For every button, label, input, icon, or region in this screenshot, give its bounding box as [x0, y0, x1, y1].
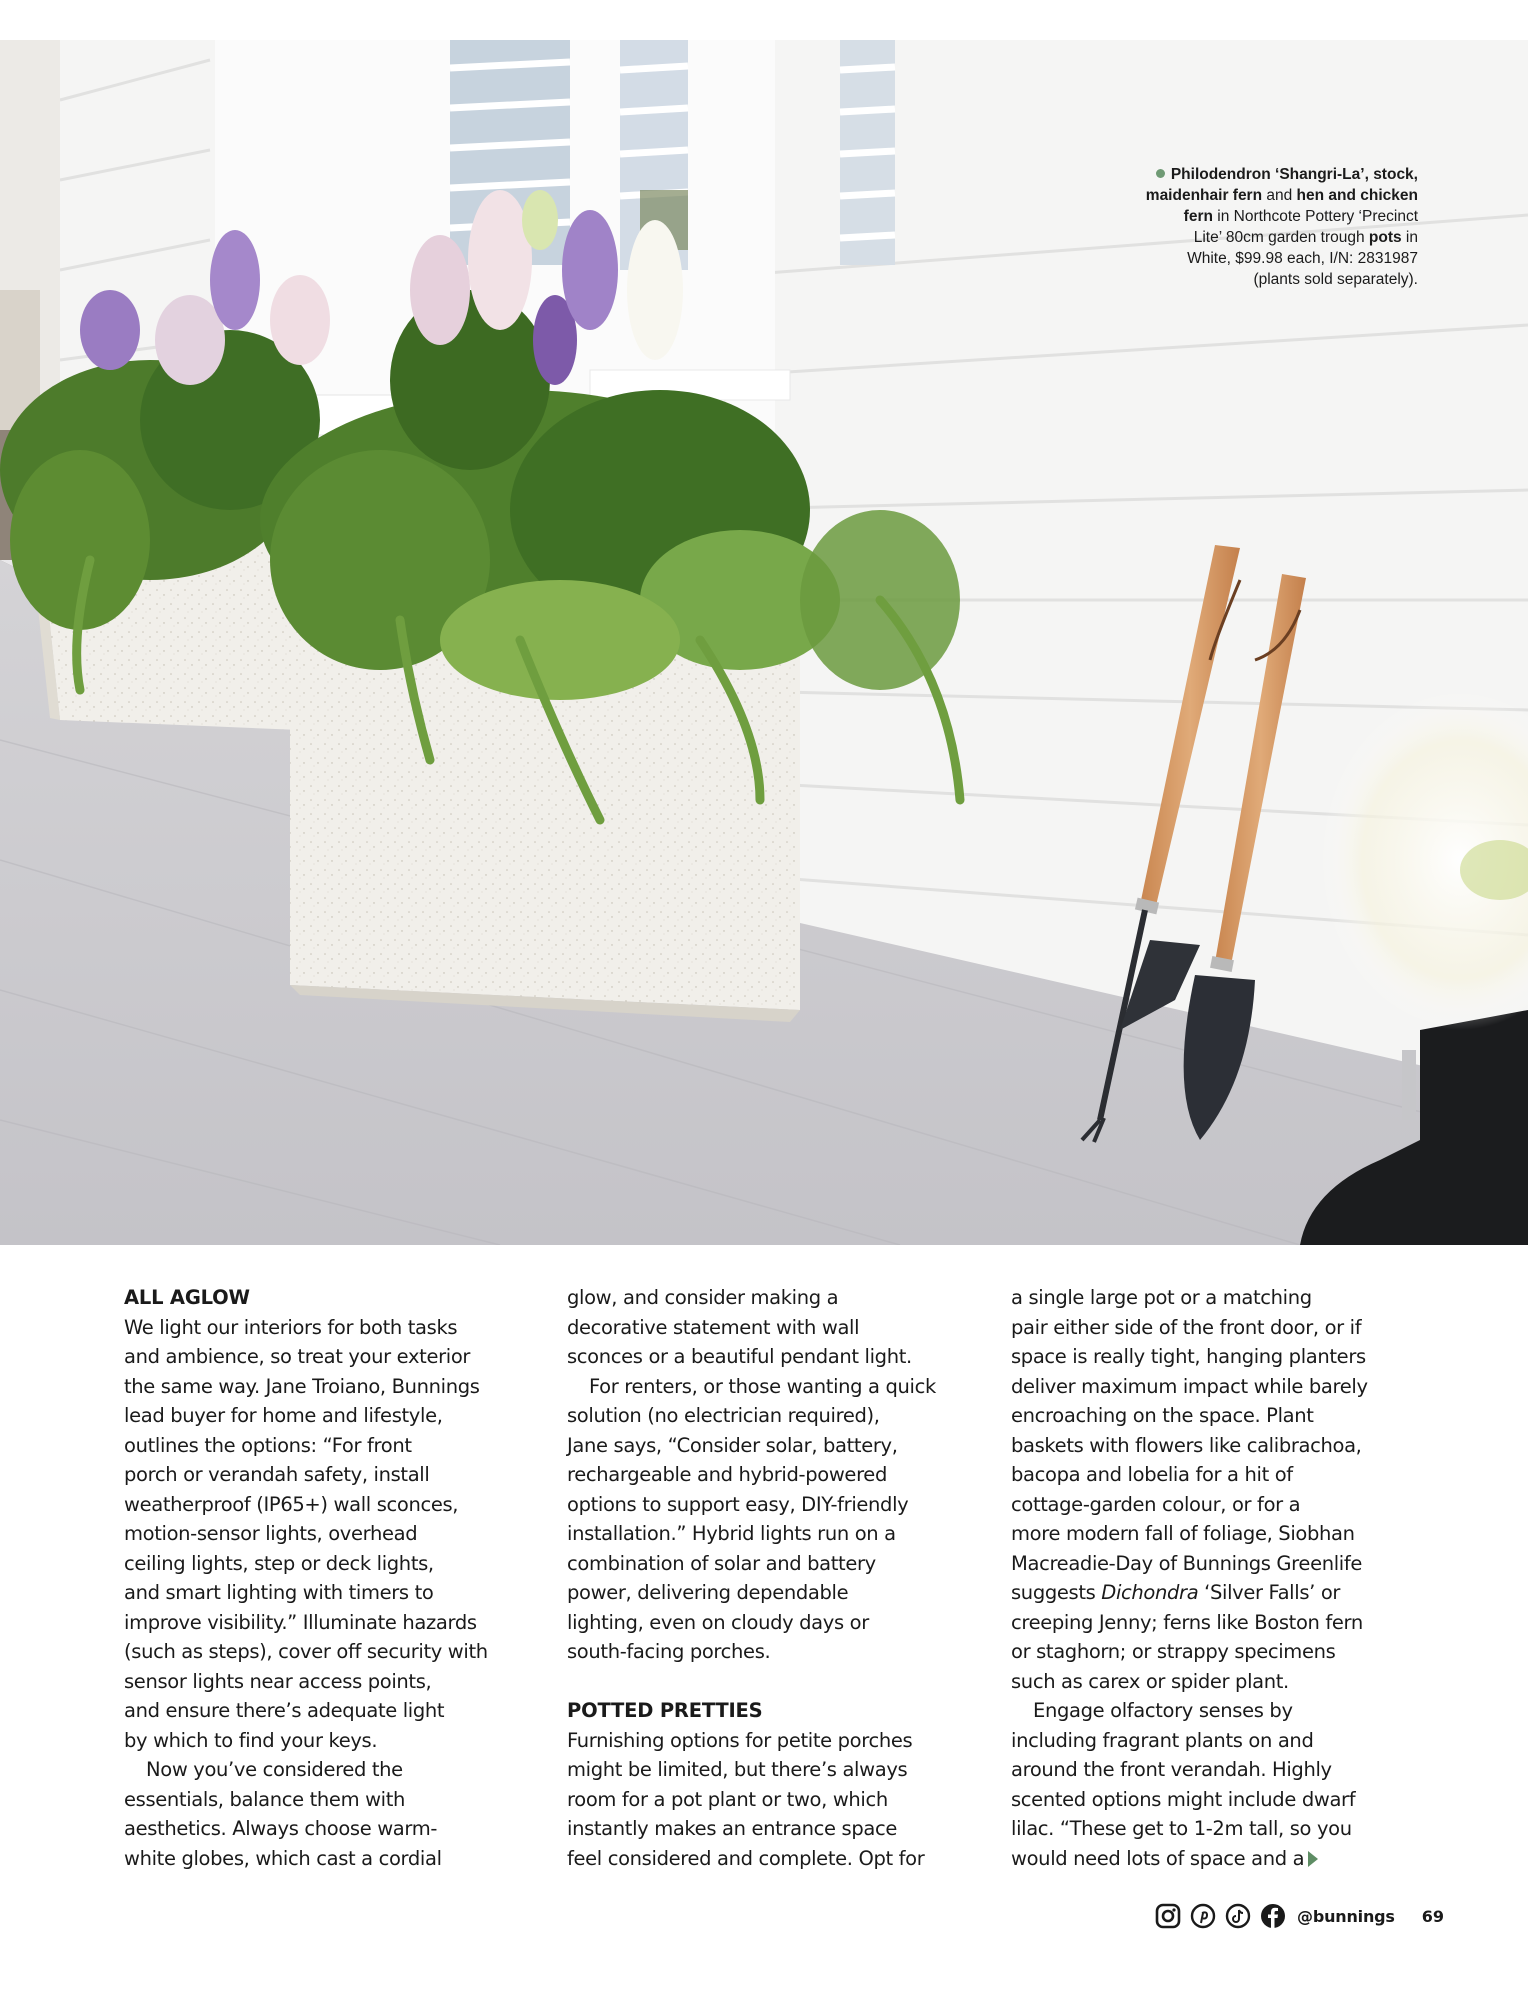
- section-heading: ALL AGLOW: [124, 1286, 250, 1309]
- body-text-line: white globes, which cast a cordial: [124, 1846, 442, 1870]
- body-text-line: or staghorn; or strappy specimens: [1011, 1640, 1336, 1663]
- body-text-line: around the front verandah. Highly: [1011, 1758, 1332, 1781]
- body-text-line: decorative statement with wall: [567, 1315, 860, 1339]
- body-text-line: We light our interiors for both tasks: [124, 1315, 458, 1339]
- body-text-line: lead buyer for home and lifestyle,: [124, 1404, 443, 1427]
- body-text-line: and ensure there’s adequate light: [124, 1699, 445, 1722]
- instagram-icon[interactable]: [1155, 1903, 1181, 1929]
- body-text-line: pair either side of the front door, or if: [1011, 1315, 1362, 1339]
- body-text-line: For renters, or those wanting a quick: [589, 1374, 936, 1398]
- body-text-line: ceiling lights, step or deck lights,: [124, 1551, 434, 1575]
- caption-bullet-icon: [1156, 169, 1165, 178]
- body-text-line: sconces or a beautiful pendant light.: [567, 1345, 912, 1368]
- body-text-line: and smart lighting with timers to: [124, 1581, 434, 1604]
- body-text-line: suggests Dichondra ‘Silver Falls’ or: [1011, 1581, 1341, 1604]
- tiktok-icon[interactable]: [1225, 1903, 1251, 1929]
- body-text-line: installation.” Hybrid lights run on a: [567, 1522, 896, 1545]
- section-heading: POTTED PRETTIES: [567, 1699, 763, 1722]
- body-text-line: scented options might include dwarf: [1011, 1787, 1356, 1811]
- body-text-line: aesthetics. Always choose warm-: [124, 1817, 438, 1840]
- plant-name-italic: Dichondra: [1101, 1581, 1199, 1604]
- body-text-line: space is really tight, hanging planters: [1011, 1345, 1366, 1368]
- body-text-line: deliver maximum impact while barely: [1011, 1374, 1368, 1398]
- caption-line: (plants sold separately).: [1253, 271, 1418, 288]
- body-text-line: the same way. Jane Troiano, Bunnings: [124, 1374, 480, 1398]
- pinterest-icon[interactable]: [1190, 1903, 1216, 1929]
- body-text-line: instantly makes an entrance space: [567, 1817, 897, 1840]
- caption-line: Lite’ 80cm garden trough pots in: [1193, 229, 1418, 246]
- body-text-line: porch or verandah safety, install: [124, 1463, 430, 1486]
- facebook-icon[interactable]: [1260, 1903, 1286, 1929]
- caption-line: maidenhair fern and hen and chicken: [1145, 187, 1418, 204]
- body-text-line: Macreadie-Day of Bunnings Greenlife: [1011, 1551, 1363, 1575]
- body-text-line: options to support easy, DIY-friendly: [567, 1492, 909, 1516]
- hero-photo: [0, 40, 1528, 1245]
- caption-line: White, $99.98 each, I/N: 2831987: [1187, 250, 1418, 267]
- body-text-line: might be limited, but there’s always: [567, 1758, 908, 1781]
- page-footer: [1155, 1898, 1444, 1934]
- body-text-line: Now you’ve considered the: [146, 1758, 403, 1781]
- page-number: 69: [1421, 1906, 1444, 1926]
- body-text-line: power, delivering dependable: [567, 1581, 849, 1604]
- body-text-line: essentials, balance them with: [124, 1787, 406, 1811]
- body-text-line: a single large pot or a matching: [1011, 1286, 1312, 1309]
- body-text-line: motion-sensor lights, overhead: [124, 1522, 418, 1545]
- body-text-line: Engage olfactory senses by: [1033, 1699, 1293, 1722]
- body-text-line: bacopa and lobelia for a hit of: [1011, 1463, 1293, 1486]
- photo-caption: [1088, 164, 1418, 290]
- body-text-line: combination of solar and battery: [567, 1551, 876, 1575]
- body-text-line: including fragrant plants on and: [1011, 1728, 1314, 1752]
- article-column-3: [1011, 1283, 1431, 1873]
- social-handle[interactable]: @bunnings: [1297, 1906, 1395, 1926]
- caption-line: fern in Northcote Pottery ‘Precinct: [1183, 208, 1418, 225]
- body-text-line: such as carex or spider plant.: [1011, 1669, 1289, 1693]
- body-text-line: lilac. “These get to 1-2m tall, so you: [1011, 1817, 1352, 1840]
- body-text-line: baskets with flowers like calibrachoa,: [1011, 1433, 1362, 1457]
- body-text-line: would need lots of space and a: [1011, 1844, 1431, 1874]
- body-text-line: south-facing porches.: [567, 1640, 771, 1663]
- body-text-line: feel considered and complete. Opt for: [567, 1846, 925, 1870]
- body-text-line: encroaching on the space. Plant: [1011, 1404, 1314, 1427]
- body-text-line: cottage-garden colour, or for a: [1011, 1492, 1301, 1516]
- body-text-line: more modern fall of foliage, Siobhan: [1011, 1522, 1355, 1545]
- body-text-line: room for a pot plant or two, which: [567, 1787, 888, 1811]
- body-text-line: improve visibility.” Illuminate hazards: [124, 1610, 477, 1634]
- section-spacer: [567, 1667, 987, 1697]
- body-text-line: rechargeable and hybrid-powered: [567, 1463, 887, 1486]
- body-text-line: lighting, even on cloudy days or: [567, 1610, 869, 1634]
- body-text-line: solution (no electrician required),: [567, 1404, 880, 1427]
- body-text-line: glow, and consider making a: [567, 1286, 839, 1309]
- continue-arrow-icon: [1308, 1851, 1318, 1867]
- body-text-line: Furnishing options for petite porches: [567, 1728, 913, 1752]
- body-text-line: and ambience, so treat your exterior: [124, 1345, 471, 1368]
- body-text-line: by which to find your keys.: [124, 1728, 378, 1752]
- article-column-1: [124, 1283, 544, 1873]
- body-text-line: (such as steps), cover off security with: [124, 1640, 488, 1663]
- body-text-line: weatherproof (IP65+) wall sconces,: [124, 1492, 459, 1516]
- article-column-2: [567, 1283, 987, 1873]
- body-text-line: Jane says, “Consider solar, battery,: [567, 1433, 898, 1457]
- body-text-line: creeping Jenny; ferns like Boston fern: [1011, 1610, 1363, 1634]
- body-text-line: outlines the options: “For front: [124, 1433, 412, 1457]
- body-text-line: sensor lights near access points,: [124, 1669, 432, 1693]
- caption-line: Philodendron ‘Shangri-La’, stock,: [1088, 164, 1418, 185]
